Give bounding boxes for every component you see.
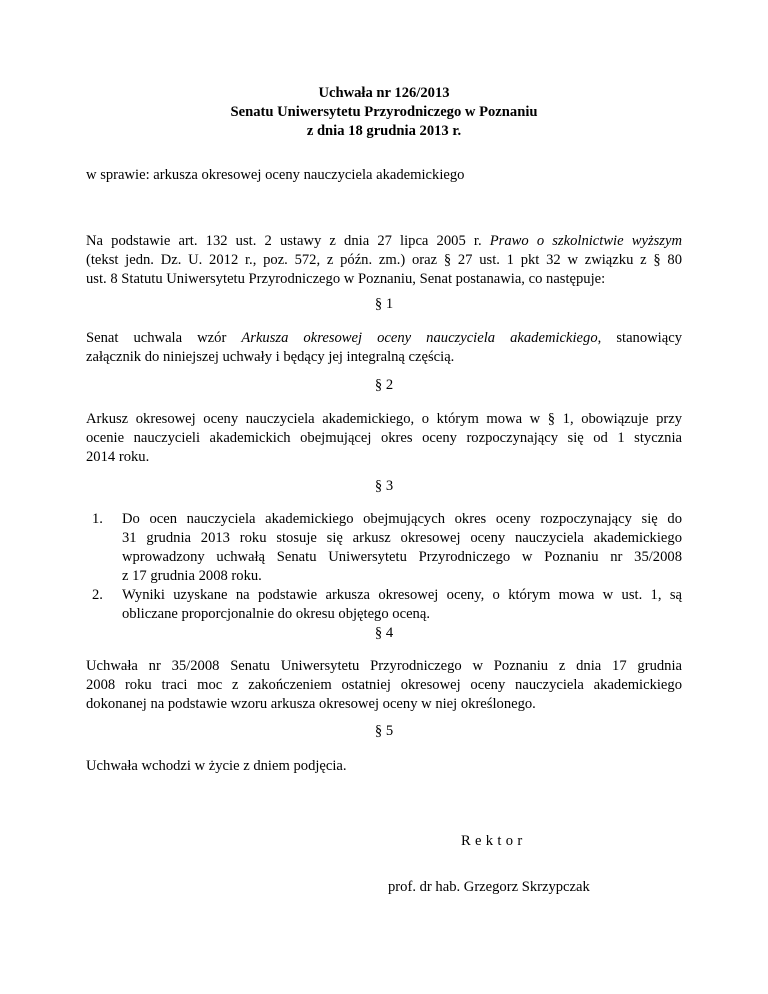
section-3-list <box>92 510 682 624</box>
section-1-heading: § 1 <box>374 296 394 312</box>
section-2-text: Arkusz okresowej oceny nauczyciela akademickiego, o którym mowa w § 1, obowiązuje przy ocenie nauczycieli akademickich obejmującej okres oceny rozpoczynający się od 1 stycznia 2014 roku. <box>86 411 682 465</box>
list-item: 2. Wyniki uzyskane na podstawie arkusza okresowej oceny, o którym mowa w ust. 1, są obliczane proporcjonalnie do okresu objętego oceną. <box>92 587 682 622</box>
signature-name: prof. dr hab. Grzegorz Skrzypczak <box>388 879 590 895</box>
section-2-heading: § 2 <box>374 377 394 393</box>
preamble-line-3: ust. 8 Statutu Uniwersytetu Przyrodniczego w Poznaniu, Senat postanawia, co następuje: <box>86 271 606 287</box>
signature-title: Rektor <box>461 833 527 849</box>
section-4-heading: § 4 <box>374 625 394 641</box>
preamble-line-1: Na podstawie art. 132 ust. 2 ustawy z dnia 27 lipca 2005 r. Prawo o szkolnictwie wyższym <box>86 233 682 249</box>
list-item: 1. Do ocen nauczyciela akademickiego obejmujących okres oceny rozpoczynający się do 31 grudnia 2013 roku stosuje się arkusz okresowej oceny nauczyciela akademickiego wprowadzony uchwałą Senatu Uniwersytetu Przyrodniczego w Poznaniu nr 35/2008 z 17 grudnia 2008 roku. <box>92 511 682 584</box>
section-4-text: Uchwała nr 35/2008 Senatu Uniwersytetu Przyrodniczego w Poznaniu z dnia 17 grudnia 2008 roku traci moc z zakończeniem ostatniej okresowej oceny nauczyciela akademickiego dokonanej na podstawie wzoru arkusza okresowej oceny w niej określonego. <box>86 658 682 712</box>
resolution-date: z dnia 18 grudnia 2013 r. <box>306 123 462 139</box>
form-title: Arkusza okresowej oceny nauczyciela akademickiego <box>241 330 598 346</box>
statute-title: Prawo o szkolnictwie wyższym <box>489 233 682 249</box>
resolution-subject: w sprawie: arkusza okresowej oceny nauczyciela akademickiego <box>86 167 465 183</box>
section-1-text: Senat uchwala wzór Arkusza okresowej oceny nauczyciela akademickiego, stanowiący załącznik do niniejszej uchwały i będący jej integralną częścią. <box>86 330 682 365</box>
section-5-text: Uchwała wchodzi w życie z dniem podjęcia. <box>86 758 347 774</box>
preamble <box>86 232 682 289</box>
resolution-number: Uchwała nr 126/2013 <box>318 85 450 101</box>
section-3-heading: § 3 <box>374 478 394 494</box>
resolution-header <box>0 84 768 141</box>
preamble-line-2: (tekst jedn. Dz. U. 2012 r., poz. 572, z późn. zm.) oraz § 27 ust. 1 pkt 32 w związku z § 80 <box>86 252 682 268</box>
section-5-heading: § 5 <box>374 723 394 739</box>
resolution-issuer: Senatu Uniwersytetu Przyrodniczego w Poznaniu <box>230 104 538 120</box>
